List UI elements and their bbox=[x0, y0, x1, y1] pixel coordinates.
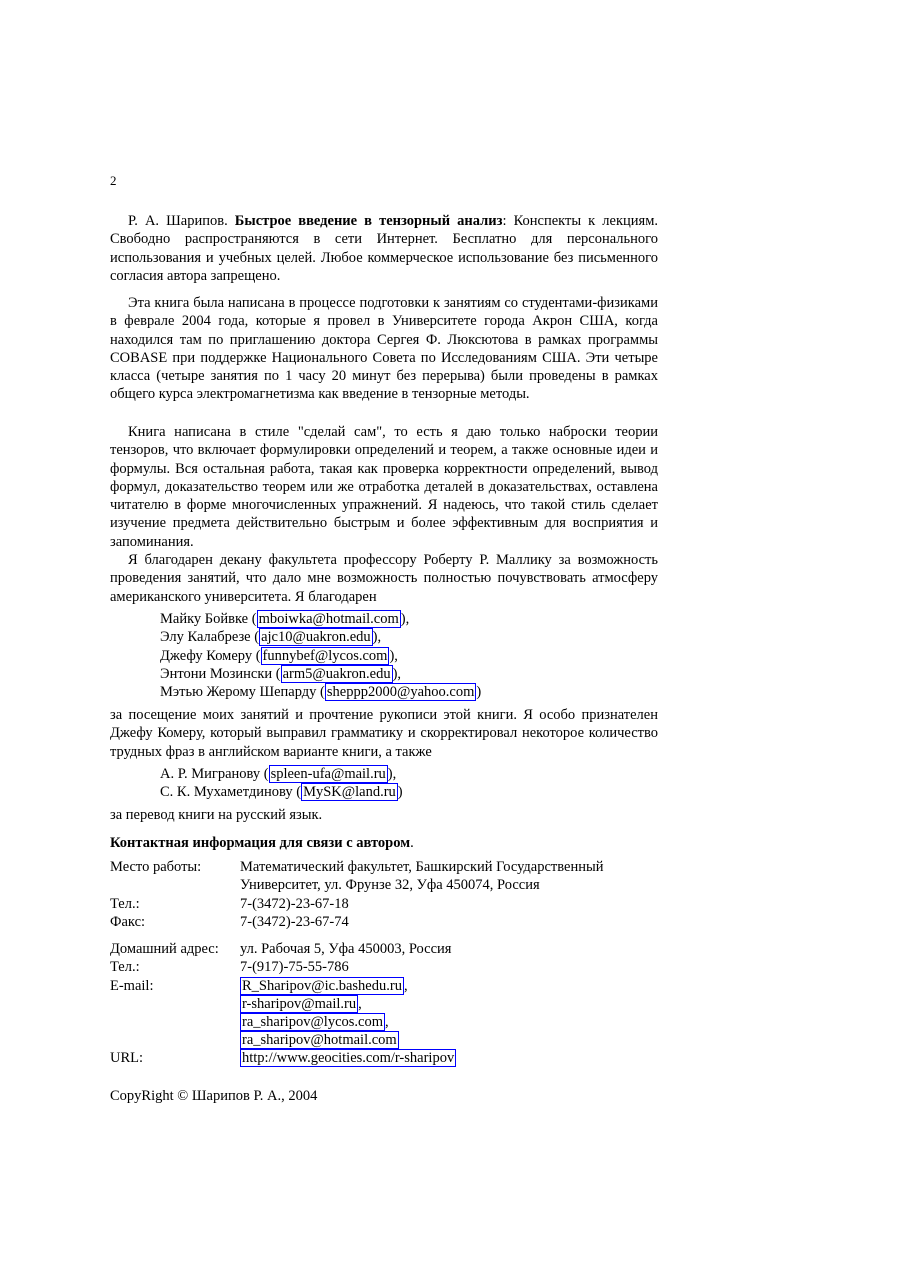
list-item: Энтони Мозински ( arm5@uakron.edu ), bbox=[160, 665, 402, 682]
citation-author: Р. А. Шарипов. bbox=[128, 213, 228, 229]
list-item: Джефу Комеру ( funnybef@lycos.com ), bbox=[160, 647, 398, 664]
work-line-1: Математический факультет, Башкирский Государственный bbox=[240, 859, 604, 875]
home-value: ул. Рабочая 5, Уфа 450003, Россия bbox=[240, 941, 452, 957]
email-link[interactable]: arm5@uakron.edu bbox=[282, 665, 391, 682]
email-link[interactable]: ra_sharipov@lycos.com bbox=[242, 1014, 383, 1030]
tel2-value: 7-(917)-75-55-786 bbox=[240, 959, 349, 975]
list-item: Мэтью Жерому Шепарду ( sheppp2000@yahoo.com ) bbox=[160, 684, 482, 701]
email-link[interactable]: ra_sharipov@hotmail.com bbox=[242, 1032, 397, 1048]
email-link[interactable]: mboiwka@hotmail.com bbox=[258, 611, 399, 627]
citation-rest: : Конспекты к лекциям. Свободно распространяются в сети Интернет. Бесплатно для персонального использования и учебных целей. Любое коммерческое использование без письменного согласия автора запрещено. bbox=[110, 213, 659, 284]
list-item: Элу Калабрезе ( ajc10@uakron.edu ), bbox=[160, 629, 382, 646]
contact-heading: Контактная информация для связи с автором. bbox=[110, 835, 414, 851]
home-label: Домашний адрес: bbox=[110, 941, 219, 957]
tel2-label: Тел.: bbox=[110, 959, 140, 975]
email-link[interactable]: MySK@land.ru bbox=[303, 784, 396, 801]
email-link[interactable]: spleen-ufa@mail.ru bbox=[270, 766, 386, 782]
tel-label: Тел.: bbox=[110, 896, 140, 912]
url-label: URL: bbox=[110, 1050, 144, 1066]
work-line-2: Университет, ул. Фрунзе 32, Уфа 450074, Россия bbox=[240, 877, 540, 893]
list-item: А. Р. Мигранову ( spleen-ufa@mail.ru ), bbox=[160, 766, 397, 782]
paragraph-1: Эта книга была написана в процессе подготовки к занятиям со студентами-физиками в феврале 2004 года, которые я провел в Университете города Акрон США, когда находился там по приглашению доктора Сергея Ф. Люксютова в рамках программы COBASE при поддержке Национального Совета по Исследованиям США. Эти четыре класса (четыре занятия по 1 часу 20 минут без перерыва) были проведены в рамках общего курса электромагнетизма как введение в тензорные методы. bbox=[110, 295, 658, 403]
paragraph-5: за перевод книги на русский язык. bbox=[110, 807, 323, 823]
thanks-list-2 bbox=[160, 765, 403, 802]
copyright: CopyRight © Шарипов Р. А., 2004 bbox=[110, 1088, 318, 1104]
work-label: Место работы: bbox=[110, 859, 202, 875]
citation-title: Быстрое введение в тензорный анализ bbox=[234, 213, 503, 229]
paragraph-2: Книга написана в стиле "сделай сам", то есть я даю только наброски теории тензоров, что включает формулировки определений и теорем, а также основные идеи и формулы. Вся остальная работа, такая как проверка корректности определений, вывод формул, доказательство теорем или же отработка деталей в доказательствах, оставлена читателю в форме многочисленных упражнений. Я надеюсь, что такой стиль сделает изучение предмета действительно быстрым и более эффективным для восприятия и запоминания. bbox=[110, 424, 658, 550]
citation-paragraph bbox=[110, 212, 658, 285]
email-link[interactable]: r-sharipov@mail.ru bbox=[242, 996, 357, 1012]
paragraph-3: Я благодарен декану факультета профессору Роберту Р. Маллику за возможность проведения занятий, что дало мне возможность полностью почувствовать атмосферу американского университета. Я благодарен bbox=[110, 552, 658, 605]
fax-label: Факс: bbox=[110, 914, 146, 930]
fax-value: 7-(3472)-23-67-74 bbox=[240, 914, 349, 930]
list-item: С. К. Мухаметдинову ( MySK@land.ru ) bbox=[160, 784, 403, 801]
page-number: 2 bbox=[110, 173, 117, 188]
paragraph-4: за посещение моих занятий и прочтение рукописи этой книги. Я особо признателен Джефу Комеру, который выправил грамматику и скорректировал некоторое количество трудных фраз в английском варианте книги, а также bbox=[110, 707, 658, 760]
list-item: Майку Бойвке ( mboiwka@hotmail.com ), bbox=[160, 611, 410, 627]
thanks-list-1 bbox=[160, 610, 481, 701]
tel-value: 7-(3472)-23-67-18 bbox=[240, 896, 349, 912]
email-link[interactable]: ajc10@uakron.edu bbox=[261, 629, 371, 646]
url-link[interactable]: http://www.geocities.com/r-sharipov bbox=[242, 1050, 455, 1066]
email-link[interactable]: funnybef@lycos.com bbox=[262, 647, 388, 664]
email-label: E-mail: bbox=[110, 978, 154, 994]
email-link[interactable]: R_Sharipov@ic.bashedu.ru bbox=[242, 978, 402, 994]
email-link[interactable]: sheppp2000@yahoo.com bbox=[326, 684, 475, 701]
